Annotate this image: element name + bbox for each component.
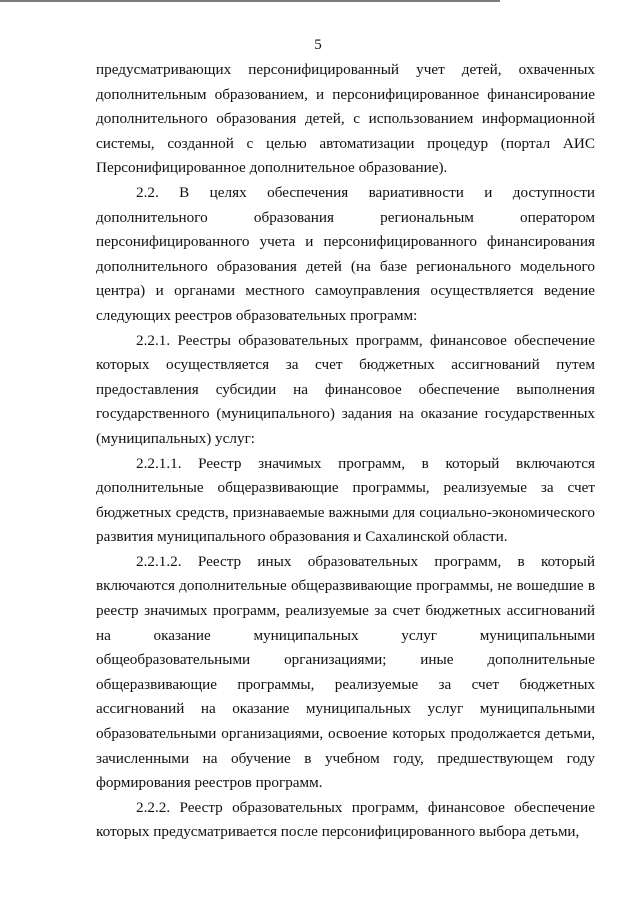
paragraph-2-2-2: 2.2.2. Реестр образовательных программ, финансовое обеспечение которых предусматривается после персонифицированного выбора детьми, <box>96 798 595 841</box>
page-number: 5 <box>314 37 322 53</box>
paragraph-2-2-1: 2.2.1. Реестры образовательных программ, финансовое обеспечение которых осуществляется за счет бюджетных ассигнований путем предоставления субсидии на финансовое обеспечение выполнения государственного (муниципального) задания на оказание государственных (муниципальных) услуг: <box>96 331 595 447</box>
paragraph-continuation: предусматривающих персонифицированный учет детей, охваченных дополнительным образованием, и персонифицированное финансирование дополнительного образования детей, с использованием информационной системы, созданной с целью автоматизации процедур (портал АИС Персонифицированное дополнительное образование). <box>96 61 595 177</box>
paragraph-2-2: 2.2. В целях обеспечения вариативности и доступности дополнительного образования региональным оператором персонифицированного учета и персонифицированного финансирования дополнительного образования детей (на базе регионального модельного центра) и органами местного самоуправления осуществляется ведение следующих реестров образовательных программ: <box>96 183 595 324</box>
paragraph-2-2-1-1: 2.2.1.1. Реестр значимых программ, в который включаются дополнительные общеразвивающие программы, реализуемые за счет бюджетных средств, признаваемые важными для социально-экономического развития муниципального образования и Сахалинской области. <box>96 454 595 546</box>
document-body <box>96 58 595 845</box>
paragraph-2-2-1-2: 2.2.1.2. Реестр иных образовательных программ, в который включаются дополнительные общеразвивающие программы, не вошедшие в реестр значимых программ, реализуемые за счет бюджетных ассигнований на оказание муниципальных услуг муниципальными общеобразовательными организациями; иные дополнительные общеразвивающие программы, реализуемые за счет бюджетных ассигнований на оказание муниципальных услуг муниципальными образовательными организациями, освоение которых продолжается детьми, зачисленными на обучение в учебном году, предшествующем году формирования реестров программ. <box>96 552 595 792</box>
scan-edge-line <box>0 0 500 2</box>
